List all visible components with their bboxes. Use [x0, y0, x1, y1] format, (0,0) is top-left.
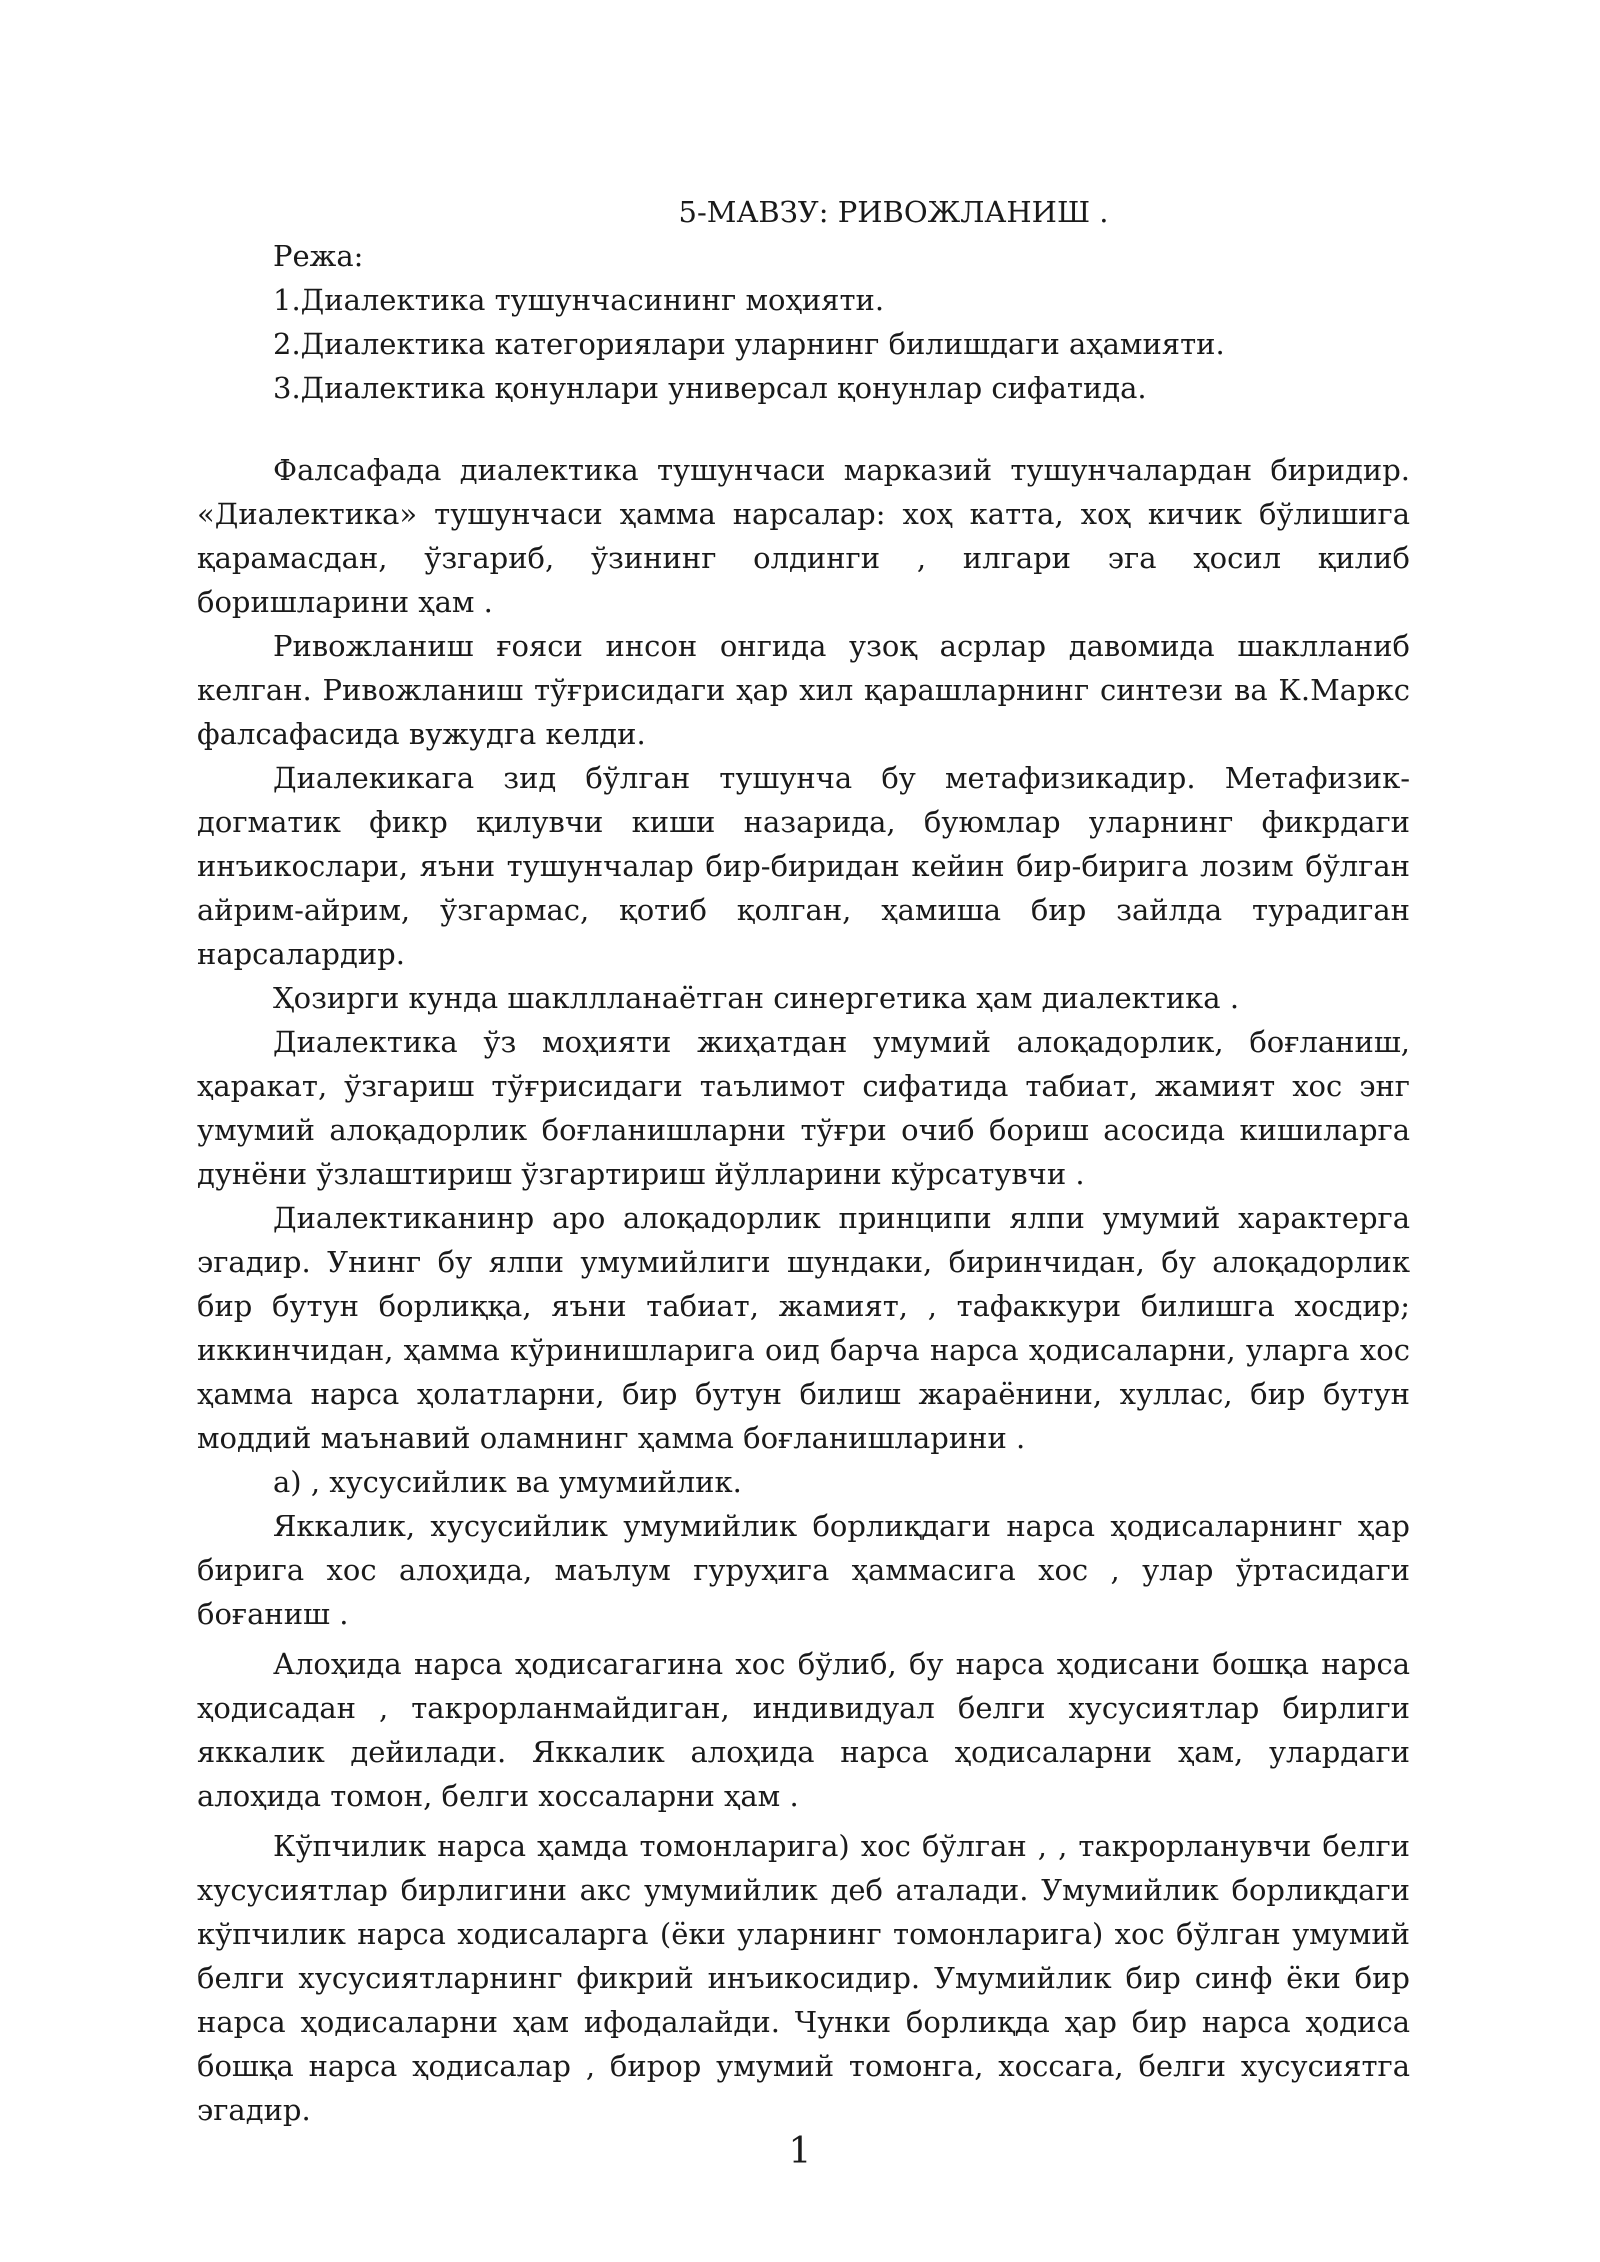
document-title: 5-МАВЗУ: РИВОЖЛАНИШ .: [678, 195, 1109, 229]
plan-section: [197, 234, 1410, 410]
paragraph-6: Диалектиканинр аро алоқадорлик принципи ялпи умумий характерга эгадир. Унинг бу ялпи умумийлиги шундаки, биринчидан, бу алоқадорлик бир бутун борлиққа, яъни табиат, жамият, , тафаккури билишга хосдир; иккинчидан, ҳамма кўринишларига оид барча нарса ҳодисаларни, уларга хос ҳамма нарса ҳолатларни, бир бутун билиш жараёнини, хуллас, бир бутун моддий маънавий оламнинг ҳамма боғланишларини .: [197, 1201, 1410, 1455]
section-spacer: [197, 410, 1410, 448]
document-page: [197, 190, 1410, 2132]
body-text: [197, 448, 1410, 2132]
paragraph-4: Ҳозирги кунда шакллланаётган синергетика ҳам диалектика .: [273, 981, 1240, 1015]
page-number: 1: [788, 2131, 812, 2172]
plan-item-3: 3.Диалектика қонунлари универсал қонунлар сифатида.: [273, 371, 1147, 405]
plan-heading: Режа:: [273, 239, 364, 273]
paragraph-9: Алоҳида нарса ҳодисагагина хос бўлиб, бу нарса ҳодисани бошқа нарса ҳодисадан , такрорланмайдиган, индивидуал белги хусусиятлар бирлиги яккалик дейилади. Яккалик алоҳида нарса ҳодисаларни ҳам, улардаги алоҳида томон, белги хоссаларни ҳам .: [197, 1647, 1410, 1813]
paragraph-10: Кўпчилик нарса ҳамда томонларига) хос бўлган , , такрорланувчи белги хусусиятлар бирлигини акс умумийлик деб аталади. Умумийлик борлиқдаги кўпчилик нарса ходисаларга (ёки уларнинг томонларига) хос бўлган умумий белги хусусиятларнинг фикрий инъикосидир. Умумийлик бир синф ёки бир нарса ҳодисаларни ҳам ифодалайди. Чунки борлиқда ҳар бир нарса ҳодиса бошқа нарса ҳодисалар , бирор умумий томонга, хоссага, белги хусусиятга эгадир.: [197, 1829, 1410, 2127]
paragraph-7: а) , хусусийлик ва умумийлик.: [273, 1465, 742, 1499]
paragraph-1: Фалсафада диалектика тушунчаси марказий тушунчалардан биридир. «Диалектика» тушунчаси ҳамма нарсалар: хоҳ катта, хоҳ кичик бўлишига қарамасдан, ўзгариб, ўзининг олдинги , илгари эга ҳосил қилиб боришларини ҳам .: [197, 453, 1410, 619]
paragraph-2: Ривожланиш ғояси инсон онгида узоқ асрлар давомида шаклланиб келган. Ривожланиш тўғрисидаги ҳар хил қарашларнинг синтези ва К.Маркс фалсафасида вужудга келди.: [197, 629, 1410, 751]
paragraph-5: Диалектика ўз моҳияти жиҳатдан умумий алоқадорлик, боғланиш, ҳаракат, ўзгариш тўғрисидаги таълимот сифатида табиат, жамият хос энг умумий алоқадорлик боғланишларни тўғри очиб бориш асосида кишиларга дунёни ўзлаштириш ўзгартириш йўлларини кўрсатувчи .: [197, 1025, 1410, 1191]
plan-item-1: 1.Диалектика тушунчасининг моҳияти.: [273, 283, 885, 317]
plan-item-2: 2.Диалектика категориялари уларнинг билишдаги аҳамияти.: [273, 327, 1225, 361]
paragraph-8: Яккалик, хусусийлик умумийлик борлиқдаги нарса ҳодисаларнинг ҳар бирига хос алоҳида, маълум гуруҳига ҳаммасига хос , улар ўртасидаги боғаниш .: [197, 1509, 1410, 1631]
paragraph-3: Диалекикага зид бўлган тушунча бу метафизикадир. Метафизик-догматик фикр қилувчи киши назарида, буюмлар уларнинг фикрдаги инъикослари, яъни тушунчалар бир-биридан кейин бир-бирига лозим бўлган айрим-айрим, ўзгармас, қотиб қолган, ҳамиша бир зайлда турадиган нарсалардир.: [197, 761, 1410, 971]
